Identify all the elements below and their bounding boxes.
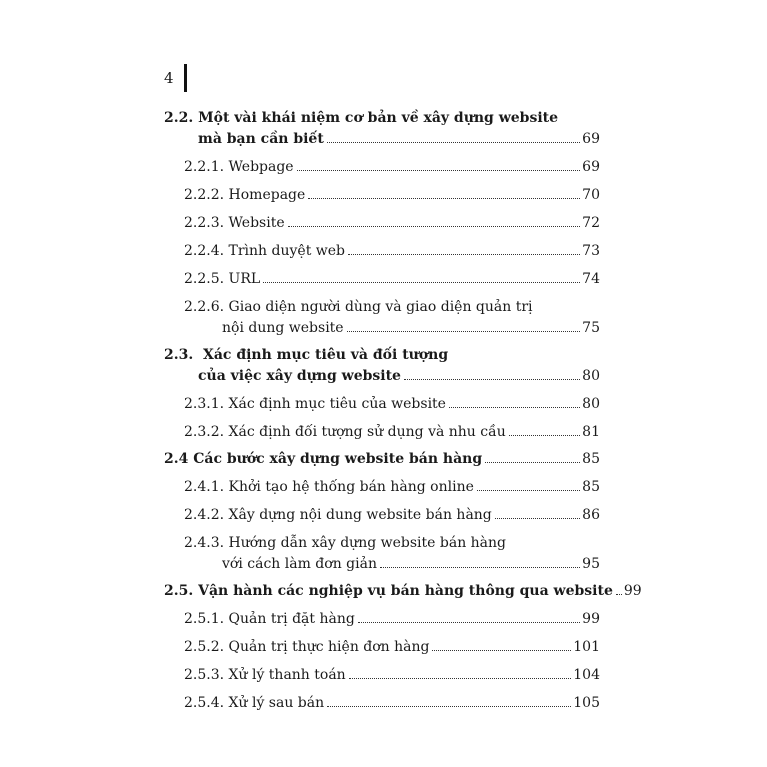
- toc-number: 2.5.: [164, 583, 199, 599]
- toc-title: Các bước xây dựng website bán hàng: [193, 451, 483, 467]
- toc-title-continued: mà bạn cần biết: [198, 131, 324, 147]
- toc-subsection: [164, 422, 600, 443]
- dot-leader: [327, 142, 580, 143]
- toc-page-number: 69: [582, 131, 600, 147]
- toc-section: [164, 345, 600, 387]
- toc-section: [164, 581, 642, 602]
- toc-title: Xử lý thanh toán: [228, 667, 346, 683]
- toc-subsection: [164, 477, 600, 498]
- dot-leader: [616, 594, 622, 595]
- toc-title: Webpage: [228, 159, 294, 175]
- dot-leader: [348, 254, 580, 255]
- toc-number: 2.4.2.: [184, 507, 229, 523]
- dot-leader: [449, 407, 580, 408]
- toc-number: 2.2.1.: [184, 159, 229, 175]
- toc-number: 2.3.2.: [184, 424, 229, 440]
- dot-leader: [263, 282, 580, 283]
- toc-page-number: 74: [582, 271, 600, 287]
- toc-number: 2.4.3.: [184, 535, 229, 551]
- toc-title: URL: [228, 271, 261, 287]
- toc-title: Trình duyệt web: [228, 243, 346, 259]
- toc-page-number: 69: [582, 159, 600, 175]
- toc-title: Xây dựng nội dung website bán hàng: [228, 507, 492, 523]
- toc-page-number: 80: [582, 368, 600, 384]
- toc-number: 2.2.5.: [184, 271, 229, 287]
- toc-title-continued: của việc xây dựng website: [198, 368, 401, 384]
- table-of-contents: [164, 108, 642, 714]
- toc-page-number: 99: [582, 611, 600, 627]
- toc-subsection: [164, 609, 600, 630]
- toc-title: Xác định đối tượng sử dụng và nhu cầu: [228, 424, 506, 440]
- dot-leader: [297, 170, 581, 171]
- toc-page-number: 80: [582, 396, 600, 412]
- toc-number: 2.4: [164, 451, 194, 467]
- toc-title: Xác định mục tiêu và đối tượng: [202, 347, 449, 363]
- dot-leader: [509, 435, 580, 436]
- toc-title: Xử lý sau bán: [228, 695, 325, 711]
- toc-title: Vận hành các nghiệp vụ bán hàng thông qua website: [198, 583, 613, 599]
- toc-page-number: 104: [573, 667, 600, 683]
- toc-number: 2.2.6.: [184, 299, 229, 315]
- toc-page-number: 95: [582, 556, 600, 572]
- dot-leader: [432, 650, 571, 651]
- dot-leader: [477, 490, 580, 491]
- toc-title: Quản trị thực hiện đơn hàng: [228, 639, 430, 655]
- toc-title: Khởi tạo hệ thống bán hàng online: [228, 479, 474, 495]
- toc-title: Một vài khái niệm cơ bản về xây dựng website: [198, 110, 559, 126]
- dot-leader: [358, 622, 580, 623]
- toc-page-number: 86: [582, 507, 600, 523]
- toc-number: 2.2.3.: [184, 215, 229, 231]
- toc-number: 2.5.4.: [184, 695, 229, 711]
- toc-page-number: 105: [573, 695, 600, 711]
- toc-title-continued: nội dung website: [222, 320, 344, 336]
- toc-page-number: 72: [582, 215, 600, 231]
- dot-leader: [308, 198, 580, 199]
- toc-title: Website: [228, 215, 285, 231]
- toc-number: 2.2.: [164, 110, 199, 126]
- dot-leader: [347, 331, 581, 332]
- toc-subsection: [164, 241, 600, 262]
- dot-leader: [380, 567, 580, 568]
- toc-page-number: 81: [582, 424, 600, 440]
- toc-subsection: [164, 185, 600, 206]
- toc-page-number: 70: [582, 187, 600, 203]
- page-header: [164, 62, 187, 94]
- dot-leader: [327, 706, 571, 707]
- toc-page-number: 101: [573, 639, 600, 655]
- toc-subsection: [164, 297, 600, 339]
- toc-subsection: [164, 505, 600, 526]
- toc-page-number: 99: [623, 583, 642, 599]
- toc-subsection: [164, 213, 600, 234]
- toc-number: 2.5.2.: [184, 639, 229, 655]
- dot-leader: [349, 678, 572, 679]
- toc-subsection: [164, 157, 600, 178]
- toc-section: [164, 108, 600, 150]
- toc-number: 2.3.: [164, 347, 203, 363]
- toc-subsection: [164, 394, 600, 415]
- dot-leader: [495, 518, 580, 519]
- dot-leader: [404, 379, 580, 380]
- toc-title: Homepage: [228, 187, 306, 203]
- toc-page-number: 75: [582, 320, 600, 336]
- toc-number: 2.3.1.: [184, 396, 229, 412]
- toc-page-number: 85: [582, 479, 600, 495]
- toc-subsection: [164, 665, 600, 686]
- toc-number: 2.4.1.: [184, 479, 229, 495]
- toc-section: [164, 449, 600, 470]
- toc-subsection: [164, 637, 600, 658]
- toc-number: 2.2.2.: [184, 187, 229, 203]
- toc-title: Quản trị đặt hàng: [228, 611, 355, 627]
- dot-leader: [288, 226, 581, 227]
- toc-number: 2.5.3.: [184, 667, 229, 683]
- toc-page-number: 73: [582, 243, 600, 259]
- page-number: 4: [164, 69, 174, 87]
- toc-subsection: [164, 533, 600, 575]
- toc-number: 2.5.1.: [184, 611, 229, 627]
- toc-title-continued: với cách làm đơn giản: [222, 556, 377, 572]
- toc-title: Xác định mục tiêu của website: [228, 396, 446, 412]
- toc-subsection: [164, 269, 600, 290]
- header-rule: [184, 64, 187, 92]
- toc-number: 2.2.4.: [184, 243, 229, 259]
- toc-title: Giao diện người dùng và giao diện quản trị: [228, 299, 533, 315]
- dot-leader: [485, 462, 580, 463]
- toc-page-number: 85: [582, 451, 600, 467]
- toc-subsection: [164, 693, 600, 714]
- toc-title: Hướng dẫn xây dựng website bán hàng: [228, 535, 507, 551]
